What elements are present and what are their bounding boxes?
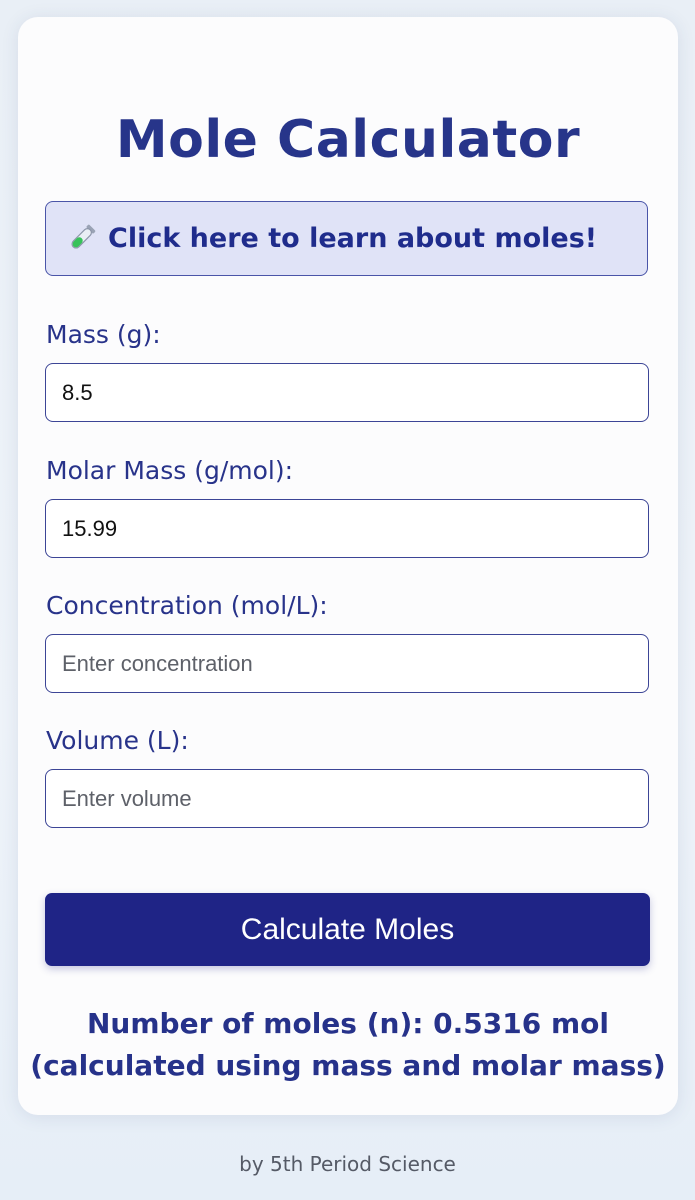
mass-input[interactable] bbox=[45, 363, 649, 422]
molar-mass-input[interactable] bbox=[45, 499, 649, 558]
footer-credit: by 5th Period Science bbox=[239, 1152, 456, 1176]
result-text bbox=[18, 1003, 678, 1087]
mass-label: Mass (g): bbox=[46, 320, 161, 349]
calculate-moles-button[interactable]: Calculate Moles bbox=[45, 893, 650, 966]
calculator-card bbox=[18, 17, 678, 1115]
volume-input[interactable] bbox=[45, 769, 649, 828]
page-title: Mole Calculator bbox=[115, 110, 581, 170]
molar-mass-label: Molar Mass (g/mol): bbox=[46, 456, 294, 485]
learn-about-moles-button[interactable] bbox=[45, 201, 648, 276]
test-tube-icon bbox=[64, 222, 98, 256]
result-line-value: Number of moles (n): 0.5316 mol bbox=[87, 1007, 609, 1040]
result-line-method: (calculated using mass and molar mass) bbox=[30, 1049, 666, 1082]
concentration-label: Concentration (mol/L): bbox=[46, 591, 328, 620]
concentration-input[interactable] bbox=[45, 634, 649, 693]
volume-label: Volume (L): bbox=[46, 726, 189, 755]
learn-about-moles-label: Click here to learn about moles! bbox=[108, 223, 598, 254]
